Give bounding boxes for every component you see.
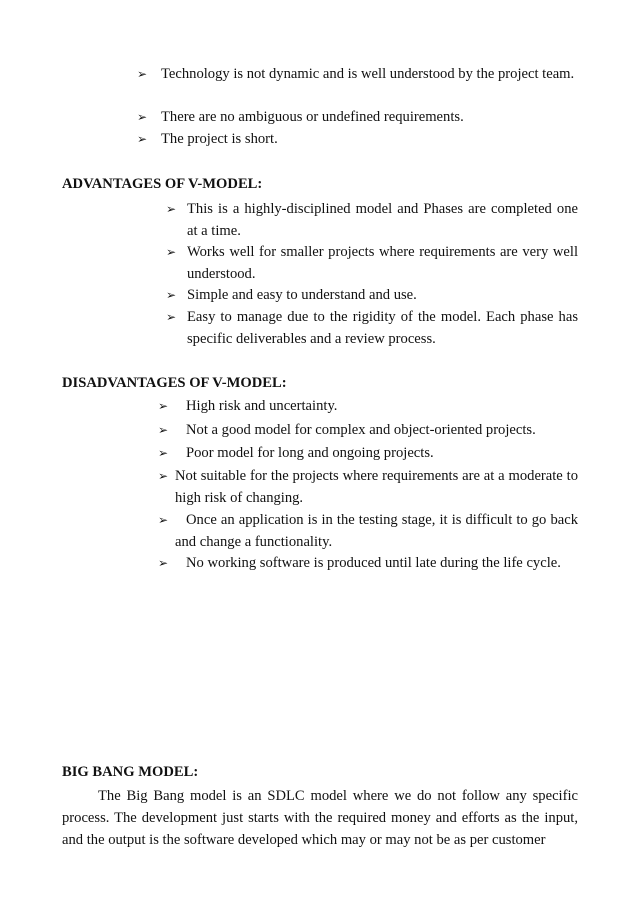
- list-item: [158, 395, 578, 417]
- list-item: [166, 306, 578, 350]
- list-item: [158, 465, 578, 509]
- arrow-bullet-icon: ➢: [158, 446, 169, 460]
- arrow-bullet-icon: ➢: [137, 110, 148, 124]
- arrow-bullet-icon: ➢: [158, 513, 169, 527]
- big-bang-paragraph: The Big Bang model is an SDLC model where we do not follow any specific process. The development just starts with the required money and efforts as the input, and the output is the software developed which may or may not be as per customer: [62, 788, 578, 848]
- section-heading-disadvantages: DISADVANTAGES OF V-MODEL:: [62, 375, 287, 391]
- arrow-bullet-icon: ➢: [137, 67, 148, 81]
- list-item: [158, 419, 578, 441]
- arrow-bullet-icon: ➢: [166, 288, 177, 302]
- list-item: [158, 552, 578, 574]
- list-item: [166, 284, 578, 306]
- arrow-bullet-icon: ➢: [158, 399, 169, 413]
- list-item: [166, 198, 578, 242]
- list-item-text: Works well for smaller projects where requirements are very well understood.: [187, 244, 578, 282]
- section-heading-big-bang: BIG BANG MODEL:: [62, 764, 199, 780]
- arrow-bullet-icon: ➢: [158, 556, 169, 570]
- arrow-bullet-icon: ➢: [166, 202, 177, 216]
- list-item: [137, 106, 578, 128]
- list-item-text: Easy to manage due to the rigidity of the model. Each phase has specific deliverables and a review process.: [187, 309, 578, 347]
- arrow-bullet-icon: ➢: [137, 132, 148, 146]
- arrow-bullet-icon: ➢: [166, 245, 177, 259]
- section-heading-advantages: ADVANTAGES OF V-MODEL:: [62, 176, 263, 192]
- list-item-text: This is a highly-disciplined model and Phases are completed one at a time.: [187, 201, 578, 239]
- list-item-text: Not suitable for the projects where requirements are at a moderate to high risk of changing.: [175, 468, 578, 506]
- list-item-text: Not a good model for complex and object-oriented projects.: [186, 422, 536, 438]
- arrow-bullet-icon: ➢: [158, 469, 169, 483]
- arrow-bullet-icon: ➢: [166, 310, 177, 324]
- list-item-text: Simple and easy to understand and use.: [187, 287, 417, 303]
- list-item: [137, 128, 578, 150]
- list-item-text: Technology is not dynamic and is well understood by the project team.: [161, 66, 575, 82]
- list-item: [158, 442, 578, 464]
- list-item-text: There are no ambiguous or undefined requirements.: [161, 109, 464, 125]
- list-item-text: Once an application is in the testing stage, it is difficult to go back and change a functionality.: [175, 512, 578, 550]
- arrow-bullet-icon: ➢: [158, 423, 169, 437]
- list-item: [166, 241, 578, 285]
- list-item: [137, 63, 578, 85]
- list-item: [158, 509, 578, 553]
- list-item-text: Poor model for long and ongoing projects.: [186, 445, 434, 461]
- list-item-text: The project is short.: [161, 131, 278, 147]
- list-item-text: No working software is produced until late during the life cycle.: [186, 555, 561, 571]
- list-item-text: High risk and uncertainty.: [186, 398, 338, 414]
